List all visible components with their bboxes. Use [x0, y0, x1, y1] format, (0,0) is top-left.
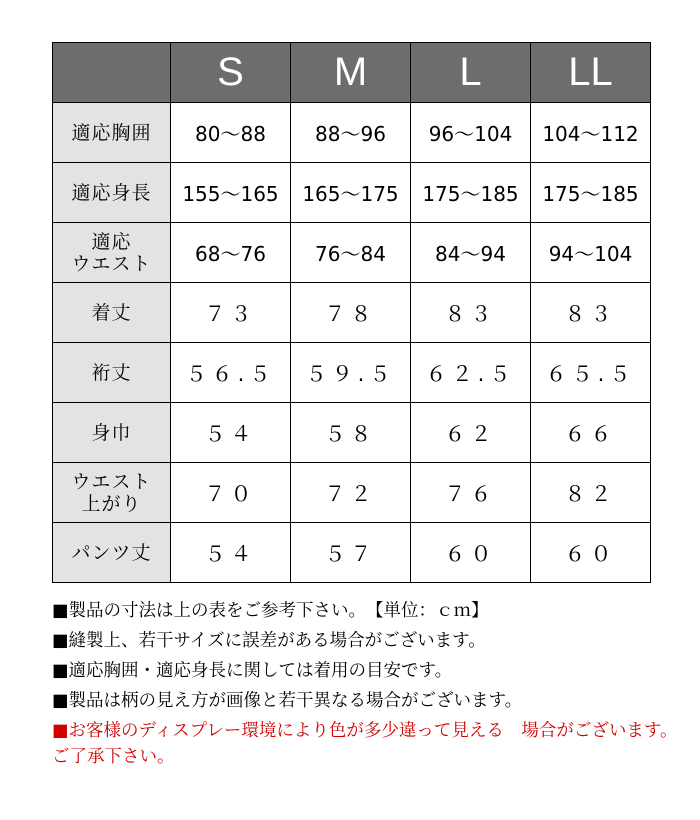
table-cell: ８２ — [531, 463, 651, 523]
size-header-ll: LL — [531, 43, 651, 103]
table-cell: ７２ — [291, 463, 411, 523]
table-cell: ６６ — [531, 403, 651, 463]
table-cell: 175～185 — [531, 163, 651, 223]
table-cell: ７０ — [171, 463, 291, 523]
table-cell: ６２ — [411, 403, 531, 463]
table-cell: ８３ — [411, 283, 531, 343]
table-cell: ５７ — [291, 523, 411, 583]
table-row — [53, 403, 651, 463]
row-label: パンツ丈 — [53, 523, 171, 583]
table-cell: ６２.５ — [411, 343, 531, 403]
table-cell: ５４ — [171, 523, 291, 583]
table-cell: 175～185 — [411, 163, 531, 223]
table-cell: 76～84 — [291, 223, 411, 283]
row-label: 身巾 — [53, 403, 171, 463]
note-pattern-difference: ■製品は柄の見え方が画像と若干異なる場合がございます。 — [52, 691, 523, 711]
table-row — [53, 103, 651, 163]
table-cell: ８３ — [531, 283, 651, 343]
row-label: 適応身長 — [53, 163, 171, 223]
row-label: ウエスト 上がり — [53, 463, 171, 523]
table-cell: 94～104 — [531, 223, 651, 283]
size-header-s: S — [171, 43, 291, 103]
note-sewing-tolerance: ■縫製上、若干サイズに誤差がある場合がございます。 — [52, 631, 486, 651]
table-cell: 88～96 — [291, 103, 411, 163]
table-cell: ７６ — [411, 463, 531, 523]
note-display-color: ■お客様のディスプレー環境により色が多少違って見える 場合がございます。ご了承下さい。 — [52, 721, 678, 767]
table-cell: ５４ — [171, 403, 291, 463]
table-cell: ６０ — [531, 523, 651, 583]
table-cell: 80～88 — [171, 103, 291, 163]
row-label: 適応胸囲 — [53, 103, 171, 163]
table-cell: 165～175 — [291, 163, 411, 223]
table-cell: ５９.５ — [291, 343, 411, 403]
corner-cell — [53, 43, 171, 103]
table-cell: ７３ — [171, 283, 291, 343]
table-cell: ５６.５ — [171, 343, 291, 403]
table-row — [53, 163, 651, 223]
table-cell: 84～94 — [411, 223, 531, 283]
size-header-l: L — [411, 43, 531, 103]
table-row — [53, 343, 651, 403]
row-label: 適応 ウエスト — [53, 223, 171, 283]
table-row — [53, 223, 651, 283]
size-header-row — [53, 43, 651, 103]
size-header-m: M — [291, 43, 411, 103]
table-cell: ６５.５ — [531, 343, 651, 403]
table-row — [53, 523, 651, 583]
note-unit: ■製品の寸法は上の表をご参考下さい。 【単位：ｃｍ】 — [52, 601, 489, 621]
table-cell: 104～112 — [531, 103, 651, 163]
notes-list — [52, 596, 692, 770]
table-cell: 68～76 — [171, 223, 291, 283]
row-label: 着丈 — [53, 283, 171, 343]
table-cell: ７８ — [291, 283, 411, 343]
size-table — [52, 42, 651, 583]
table-cell: ６０ — [411, 523, 531, 583]
table-cell: ５８ — [291, 403, 411, 463]
note-fit-guide: ■適応胸囲・適応身長に関しては着用の目安です。 — [52, 661, 453, 681]
table-cell: 155～165 — [171, 163, 291, 223]
table-row — [53, 463, 651, 523]
row-label: 裄丈 — [53, 343, 171, 403]
table-cell: 96～104 — [411, 103, 531, 163]
table-row — [53, 283, 651, 343]
